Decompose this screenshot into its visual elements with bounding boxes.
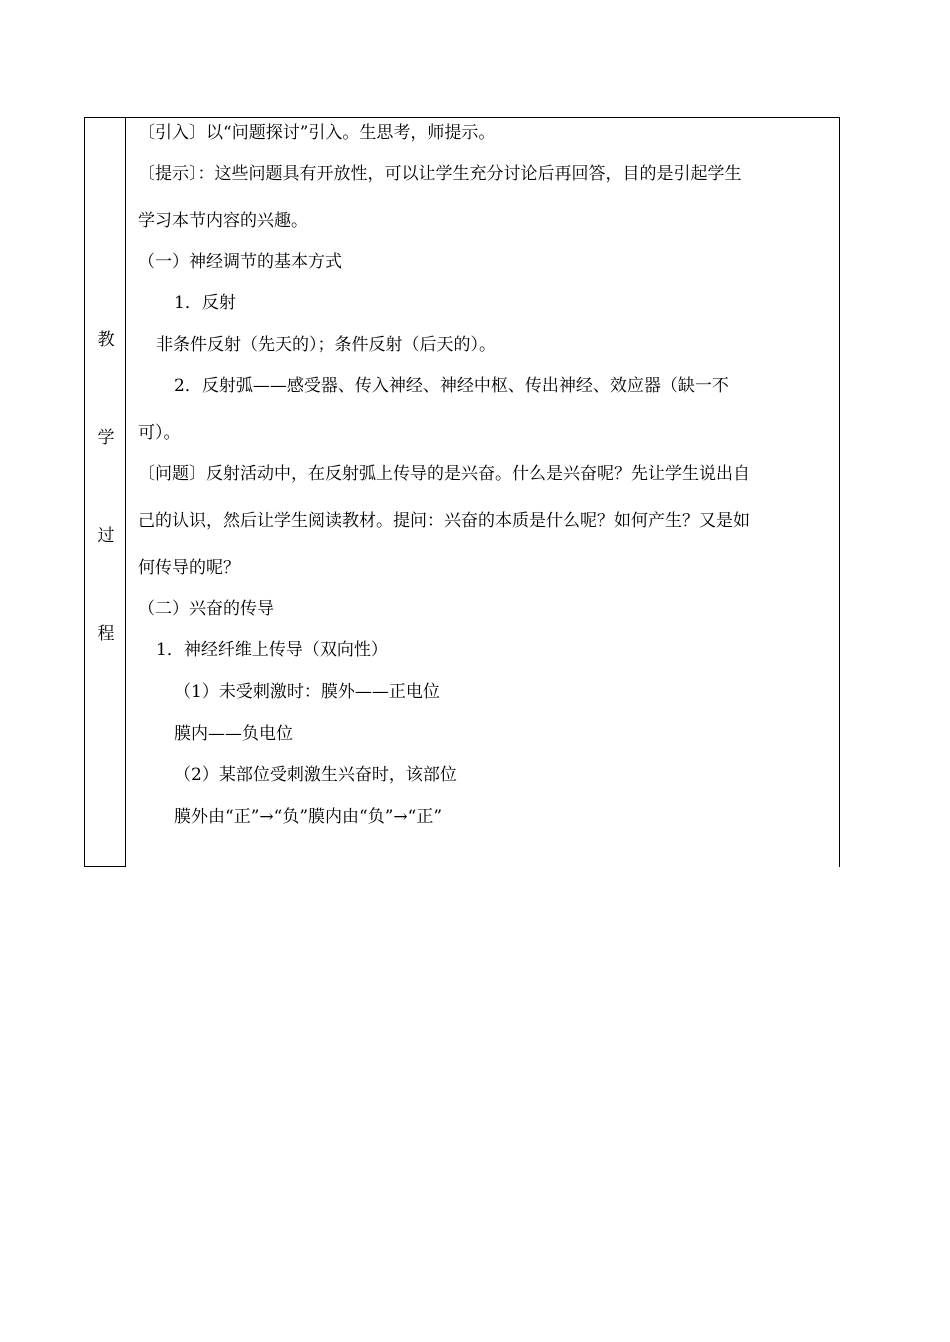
lesson-table [84, 117, 840, 867]
content-line: 1．反射 [174, 293, 236, 313]
content-heading: （二）兴奋的传导 [138, 599, 274, 619]
section-label-char: 教 [97, 330, 115, 350]
content-line: （1）未受刺激时：膜外——正电位 [174, 682, 440, 702]
section-label-char: 过 [97, 526, 115, 546]
content-line: 己的认识，然后让学生阅读教材。提问：兴奋的本质是什么呢？如何产生？又是如 [138, 511, 750, 531]
content-line: 膜外由“正”→“负”膜内由“负”→“正” [174, 807, 443, 827]
content-line: 2．反射弧——感受器、传入神经、神经中枢、传出神经、效应器（缺一不 [174, 376, 729, 396]
content-line: 学习本节内容的兴趣。 [138, 211, 308, 231]
section-label-char: 程 [97, 624, 115, 644]
content-line: 〔问题〕反射活动中，在反射弧上传导的是兴奋。什么是兴奋呢？先让学生说出自 [138, 464, 750, 484]
content-line: 何传导的呢？ [138, 558, 240, 578]
content-line: 膜内——负电位 [174, 724, 293, 744]
section-label-cell [84, 117, 126, 867]
content-line: （2）某部位受刺激生兴奋时，该部位 [174, 765, 457, 785]
content-heading: （一）神经调节的基本方式 [138, 252, 342, 272]
content-line: 非条件反射（先天的）；条件反射（后天的）。 [156, 335, 496, 355]
content-line: 可）。 [138, 423, 181, 443]
content-line: 1．神经纤维上传导（双向性） [156, 640, 388, 660]
content-line: 〔引入〕以“问题探讨”引入。生思考，师提示。 [138, 123, 496, 143]
section-label-char: 学 [97, 428, 115, 448]
lesson-content-cell [126, 117, 840, 867]
content-line: 〔提示〕：这些问题具有开放性，可以让学生充分讨论后再回答，目的是引起学生 [138, 164, 742, 184]
